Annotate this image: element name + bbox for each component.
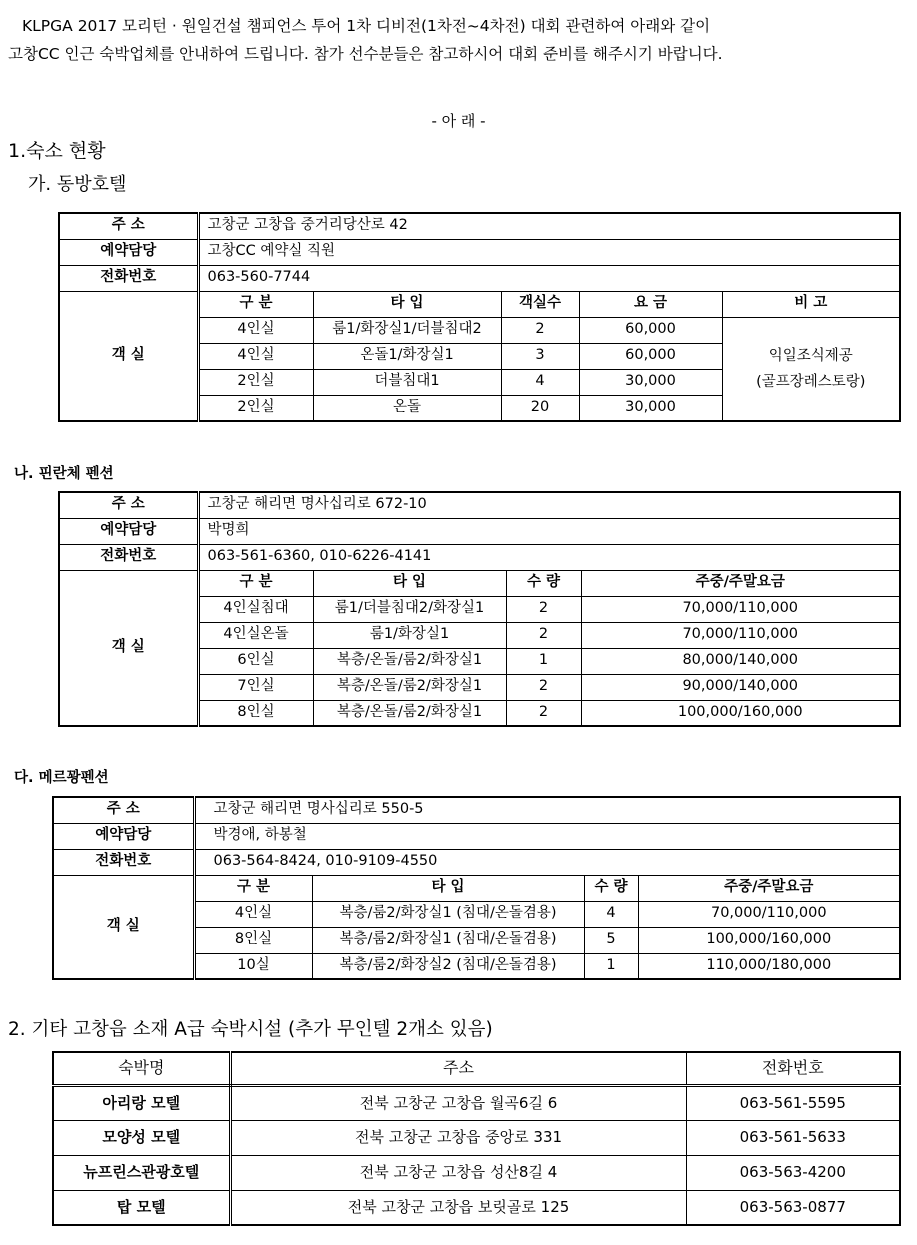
table-cell: 복층/룸2/화장실2 (침대/온돌겸용) [312, 953, 584, 979]
header-cell: 타 입 [313, 291, 501, 317]
intro-line-1: KLPGA 2017 모리턴 · 원일건설 챔피언스 투어 1차 디비전(1차전~4차전) 대회 관련하여 아래와 같이 [22, 17, 711, 35]
table-cell: 7인실 [198, 674, 313, 700]
table-cell: 복층/온돌/룸2/화장실1 [313, 700, 506, 726]
table-cell: 4인실온돌 [198, 622, 313, 648]
header-cell: 구 분 [198, 570, 313, 596]
table-cell: 룸1/더블침대2/화장실1 [313, 596, 506, 622]
other-lodging-table [52, 1051, 901, 1226]
label-address: 주 소 [53, 797, 194, 823]
table-cell: 60,000 [579, 317, 722, 343]
lodging-phone: 063-563-4200 [686, 1155, 900, 1190]
table-cell: 2 [506, 700, 581, 726]
hotel-c-title: 다. 메르꽝펜션 [14, 770, 109, 786]
lodging-address: 전북 고창군 고창읍 월곡6길 6 [230, 1085, 686, 1120]
table-cell: 4인실침대 [198, 596, 313, 622]
table-cell: 온돌 [313, 395, 501, 421]
table-cell: 온돌1/화장실1 [313, 343, 501, 369]
table-cell: 8인실 [198, 700, 313, 726]
hotel-a-table [58, 212, 901, 422]
lodging-address: 전북 고창군 고창읍 성산8길 4 [230, 1155, 686, 1190]
table-cell: 1 [584, 953, 638, 979]
label-contact: 예약담당 [53, 823, 194, 849]
table-row [53, 1085, 900, 1120]
phone-value: 063-560-7744 [198, 265, 900, 291]
phone-value: 063-564-8424, 010-9109-4550 [194, 849, 900, 875]
table-cell: 룸1/화장실1 [313, 622, 506, 648]
note-line-2: (골프장레스토랑) [756, 373, 866, 390]
lodging-name: 아리랑 모텔 [53, 1085, 230, 1120]
label-address: 주 소 [59, 213, 198, 239]
note-cell [722, 317, 900, 421]
table-cell: 5 [584, 927, 638, 953]
table-cell: 2 [501, 317, 579, 343]
label-phone: 전화번호 [53, 849, 194, 875]
lodging-phone: 063-563-0877 [686, 1190, 900, 1225]
contact-value: 박명희 [198, 518, 900, 544]
table-cell: 더블침대1 [313, 369, 501, 395]
table-cell: 110,000/180,000 [638, 953, 900, 979]
table-cell: 90,000/140,000 [581, 674, 900, 700]
lodging-address: 전북 고창군 고창읍 보릿골로 125 [230, 1190, 686, 1225]
table-cell: 복층/룸2/화장실1 (침대/온돌겸용) [312, 927, 584, 953]
hotel-b-title: 나. 핀란체 펜션 [14, 466, 114, 482]
table-cell: 100,000/160,000 [581, 700, 900, 726]
contact-value: 고창CC 예약실 직원 [198, 239, 900, 265]
contact-value: 박경애, 하봉철 [194, 823, 900, 849]
table-cell: 복층/룸2/화장실1 (침대/온돌겸용) [312, 901, 584, 927]
table-cell: 4인실 [194, 901, 312, 927]
table-cell: 30,000 [579, 395, 722, 421]
lodging-phone: 063-561-5633 [686, 1120, 900, 1155]
header-cell: 구 분 [194, 875, 312, 901]
label-contact: 예약담당 [59, 239, 198, 265]
header-cell: 구 분 [198, 291, 313, 317]
header-cell: 주중/주말요금 [638, 875, 900, 901]
header-cell: 수 량 [506, 570, 581, 596]
table-cell: 2인실 [198, 395, 313, 421]
header-cell: 타 입 [313, 570, 506, 596]
table-cell: 2 [506, 674, 581, 700]
header-cell: 수 량 [584, 875, 638, 901]
address-value: 고창군 고창읍 중거리당산로 42 [198, 213, 900, 239]
table-cell: 복층/온돌/룸2/화장실1 [313, 674, 506, 700]
intro-line-2: 고창CC 인근 숙박업체를 안내하여 드립니다. 참가 선수분들은 참고하시어 대회 준비를 해주시기 바랍니다. [8, 45, 723, 63]
table-cell: 4 [501, 369, 579, 395]
header-cell: 비 고 [722, 291, 900, 317]
table-cell: 60,000 [579, 343, 722, 369]
header-cell: 객실수 [501, 291, 579, 317]
table-row [53, 1190, 900, 1225]
table-cell: 30,000 [579, 369, 722, 395]
label-rooms: 객 실 [59, 570, 198, 726]
note-line-1: 익일조식제공 [768, 347, 853, 364]
lodging-name: 뉴프린스관광호텔 [53, 1155, 230, 1190]
table-cell: 3 [501, 343, 579, 369]
table-cell: 100,000/160,000 [638, 927, 900, 953]
table-cell: 20 [501, 395, 579, 421]
center-note: - 아 래 - [431, 112, 486, 130]
label-address: 주 소 [59, 492, 198, 518]
table-cell: 6인실 [198, 648, 313, 674]
label-phone: 전화번호 [59, 544, 198, 570]
address-value: 고창군 해리면 명사십리로 672-10 [198, 492, 900, 518]
hotel-c-table [52, 796, 901, 980]
table-cell: 4 [584, 901, 638, 927]
table-cell: 2 [506, 622, 581, 648]
header-cell: 전화번호 [686, 1052, 900, 1085]
section1-title: 1.숙소 현황 [8, 140, 106, 162]
header-cell: 타 입 [312, 875, 584, 901]
table-cell: 1 [506, 648, 581, 674]
header-cell: 주중/주말요금 [581, 570, 900, 596]
hotel-a-title: 가. 동방호텔 [28, 174, 127, 195]
table-cell: 복층/온돌/룸2/화장실1 [313, 648, 506, 674]
hotel-b-table [58, 491, 901, 727]
phone-value: 063-561-6360, 010-6226-4141 [198, 544, 900, 570]
intro-paragraph [8, 12, 908, 68]
lodging-name: 탑 모텔 [53, 1190, 230, 1225]
table-cell: 80,000/140,000 [581, 648, 900, 674]
table-cell: 10실 [194, 953, 312, 979]
address-value: 고창군 해리면 명사십리로 550-5 [194, 797, 900, 823]
table-cell: 70,000/110,000 [581, 622, 900, 648]
label-rooms: 객 실 [59, 291, 198, 421]
lodging-address: 전북 고창군 고창읍 중앙로 331 [230, 1120, 686, 1155]
table-cell: 룸1/화장실1/더블침대2 [313, 317, 501, 343]
table-cell: 4인실 [198, 343, 313, 369]
lodging-phone: 063-561-5595 [686, 1085, 900, 1120]
label-contact: 예약담당 [59, 518, 198, 544]
header-cell: 요 금 [579, 291, 722, 317]
table-cell: 8인실 [194, 927, 312, 953]
header-cell: 숙박명 [53, 1052, 230, 1085]
label-phone: 전화번호 [59, 265, 198, 291]
label-rooms: 객 실 [53, 875, 194, 979]
header-cell: 주소 [230, 1052, 686, 1085]
lodging-name: 모양성 모텔 [53, 1120, 230, 1155]
table-cell: 4인실 [198, 317, 313, 343]
table-cell: 2인실 [198, 369, 313, 395]
table-cell: 2 [506, 596, 581, 622]
table-row [53, 1155, 900, 1190]
table-cell: 70,000/110,000 [638, 901, 900, 927]
table-cell: 70,000/110,000 [581, 596, 900, 622]
table-row [53, 1120, 900, 1155]
section2-title: 2. 기타 고창읍 소재 A급 숙박시설 (추가 무인텔 2개소 있음) [8, 1019, 493, 1040]
